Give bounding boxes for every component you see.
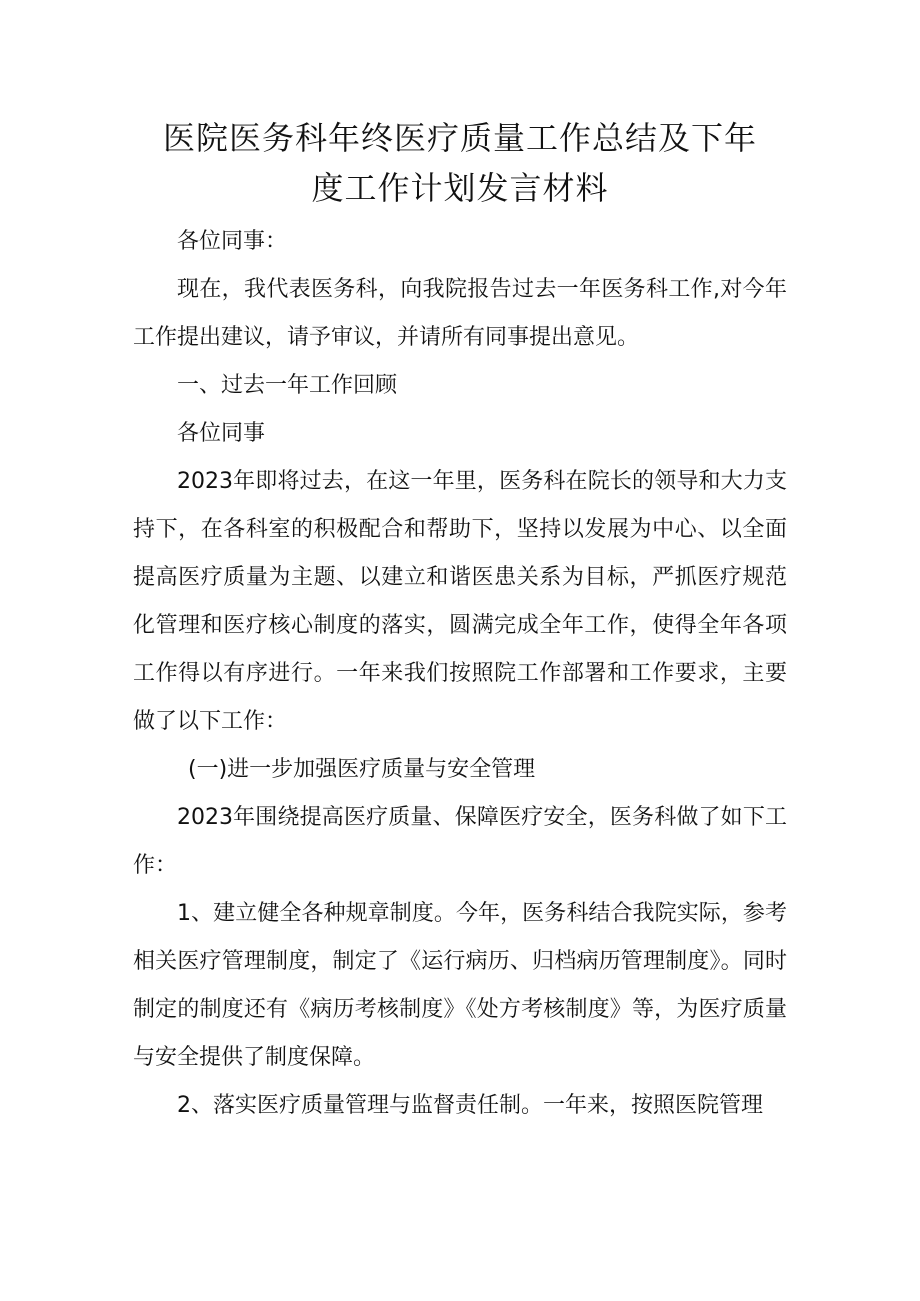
intro-paragraph: 现在，我代表医务科，向我院报告过去一年医务科工作,对今年工作提出建议，请予审议，并请所有同事提出意见。 [133,277,787,350]
item-1-paragraph: 1、建立健全各种规章制度。今年，医务科结合我院实际，参考相关医疗管理制度，制定了《运行病历、归档病历管理制度》。同时制定的制度还有《病历考核制度》《处方考核制度》等，为医疗质量与安全提供了制度保障。 [133,901,787,1070]
quality-intro-paragraph: 2023年围绕提高医疗质量、保障医疗安全，医务科做了如下工作： [133,805,787,878]
salutation-2: 各位同事 [177,421,266,446]
subsection-heading-quality: (一)进一步加强医疗质量与安全管理 [188,757,536,782]
item-2-paragraph: 2、落实医疗质量管理与监督责任制。一年来，按照医院管理 [177,1093,763,1118]
document-title-line-1: 医院医务科年终医疗质量工作总结及下年 [162,119,757,157]
document-title-line-2: 度工作计划发言材料 [311,169,609,207]
document-body [133,218,787,1130]
salutation: 各位同事： [177,229,288,254]
review-paragraph: 2023年即将过去，在这一年里，医务科在院长的领导和大力支持下，在各科室的积极配合和帮助下，坚持以发展为中心、以全面提高医疗质量为主题、以建立和谐医患关系为目标，严抓医疗规范化管理和医疗核心制度的落实，圆满完成全年工作，使得全年各项工作得以有序进行。一年来我们按照院工作部署和工作要求，主要做了以下工作： [133,469,787,734]
section-heading-review: 一、过去一年工作回顾 [177,373,398,398]
